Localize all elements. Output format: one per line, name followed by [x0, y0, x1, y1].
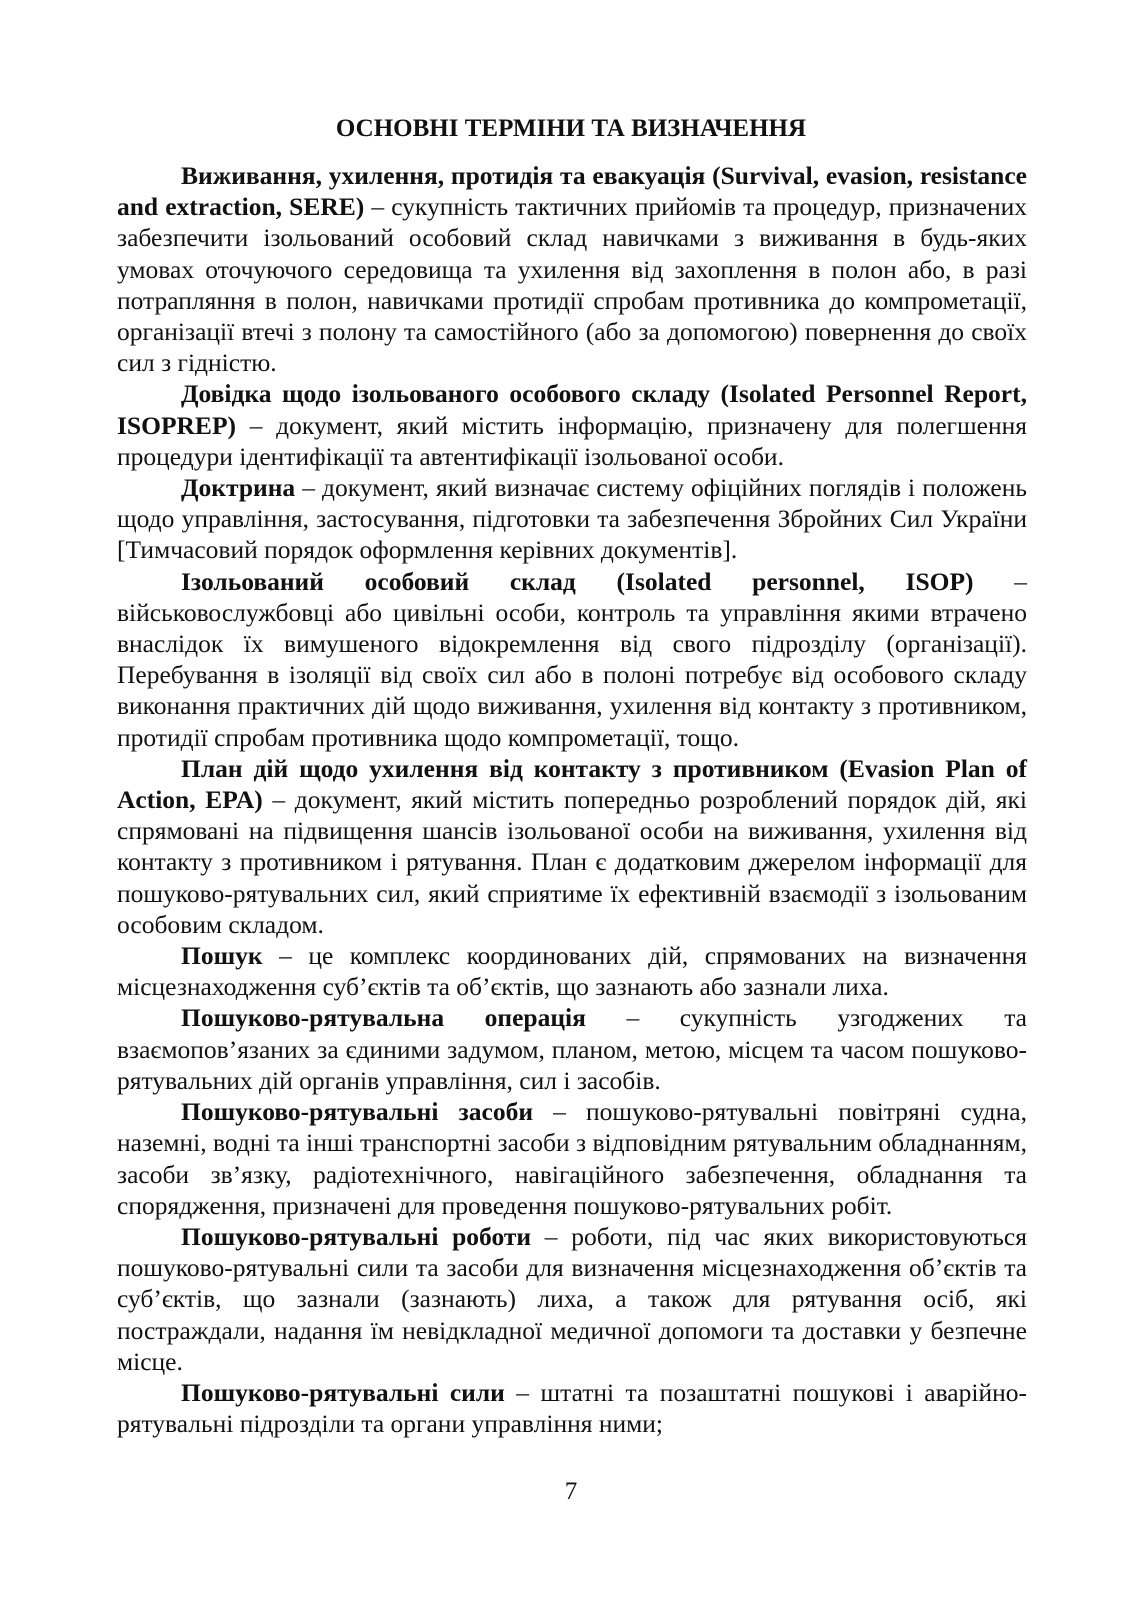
definition-sar-forces: – штатні та позаштатні пошукові і аварійно-рятувальні підрозділи та органи управління ними;	[117, 1377, 1027, 1439]
term-isop: Ізольований особовий склад (Isolated personnel, ISOP)	[181, 566, 974, 596]
term-doctrine: Доктрина	[181, 473, 296, 503]
glossary-entry-sar-forces	[117, 1377, 1027, 1439]
definition-sere: – сукупність тактичних прийомів та процедур, призначених забезпечити ізольований особовий склад навичками з виживання в будь-яких умовах оточуючого середовища та ухилення від захоплення в полон або, в разі потрапляння в полон, навичками протидії спробам противника до компрометації, організації втечі з полону та самостійного (або за допомогою) повернення до своїх сил з гідністю.	[117, 192, 1027, 378]
definition-doctrine: – документ, який визначає систему офіційних поглядів і положень щодо управління, застосування, підготовки та забезпечення Збройних Сил України [Тимчасовий порядок оформлення керівних документів].	[117, 473, 1027, 565]
term-sar-means: Пошуково-рятувальні засоби	[181, 1097, 534, 1127]
definition-sar-works: – роботи, під час яких використовуються пошуково-рятувальні сили та засоби для визначення місцезнаходження об’єктів та суб’єктів, що зазнали (зазнають) лиха, а також для рятування осіб, які постраждали, надання їм невідкладної медичної допомоги та доставки у безпечне місце.	[117, 1221, 1027, 1376]
glossary-entry-sar-means	[117, 1096, 1027, 1221]
page-number: 7	[564, 1478, 578, 1505]
term-sere: Виживання, ухилення, протидія та евакуація (Survival, evasion, resistance and extraction, SERE)	[117, 161, 1027, 222]
glossary-entry-sar-works	[117, 1221, 1027, 1377]
term-search: Пошук	[181, 941, 263, 971]
glossary-entry-sar-operation	[117, 1002, 1027, 1096]
definition-isop: – військовослужбовці або цивільні особи, контроль та управління якими втрачено внаслідок їх вимушеного відокремлення від свого підрозділу (організації). Перебування в ізоляції від своїх сил або в полоні потребує від особового складу виконання практичних дій щодо виживання, ухилення від контакту з противником, протидії спробам противника щодо компрометації, тощо.	[117, 566, 1028, 752]
definition-sar-means: – пошуково-рятувальні повітряні судна, наземні, водні та інші транспортні засоби з відповідним рятувальним обладнанням, засоби зв’язку, радіотехнічного, навігаційного забезпечення, обладнання та спорядження, призначені для проведення пошуково-рятувальних робіт.	[117, 1097, 1027, 1220]
term-sar-forces: Пошуково-рятувальні сили	[181, 1377, 505, 1407]
glossary-entry-sere	[117, 160, 1027, 378]
definition-sar-operation: – сукупність узгоджених та взаємопов’язаних за єдиними задумом, планом, метою, місцем та часом пошуково-рятувальних дій органів управління, сил і засобів.	[117, 1003, 1027, 1095]
glossary-entry-isop	[117, 566, 1027, 753]
term-sar-operation: Пошуково-рятувальна операція	[181, 1003, 586, 1033]
definition-isoprep: – документ, який містить інформацію, призначену для полегшення процедури ідентифікації та автентифікації ізольованої особи.	[117, 410, 1027, 471]
term-epa: План дій щодо ухилення від контакту з противником (Evasion Plan of Action, EPA)	[117, 753, 1027, 815]
glossary-entry-search	[117, 940, 1027, 1002]
glossary-entry-epa	[117, 753, 1027, 940]
glossary-entry-doctrine	[117, 472, 1027, 566]
term-isoprep: Довідка щодо ізольованого особового складу (Isolated Personnel Report, ISOPREP)	[117, 379, 1027, 440]
glossary-entry-isoprep	[117, 378, 1027, 472]
definition-epa: – документ, який містить попередньо розроблений порядок дій, які спрямовані на підвищення шансів ізольованої особи на виживання, ухилення від контакту з противником і рятування. План є додатковим джерелом інформації для пошуково-рятувальних сил, який сприятиме їх ефективній взаємодії з ізольованим особовим складом.	[117, 785, 1027, 939]
glossary-body	[117, 160, 1027, 1439]
page-title: ОСНОВНІ ТЕРМІНИ ТА ВИЗНАЧЕННЯ	[335, 115, 807, 142]
term-sar-works: Пошуково-рятувальні роботи	[181, 1221, 532, 1251]
definition-search: – це комплекс координованих дій, спрямованих на визначення місцезнаходження суб’єктів та об’єктів, що зазнають або зазнали лиха.	[117, 941, 1027, 1002]
